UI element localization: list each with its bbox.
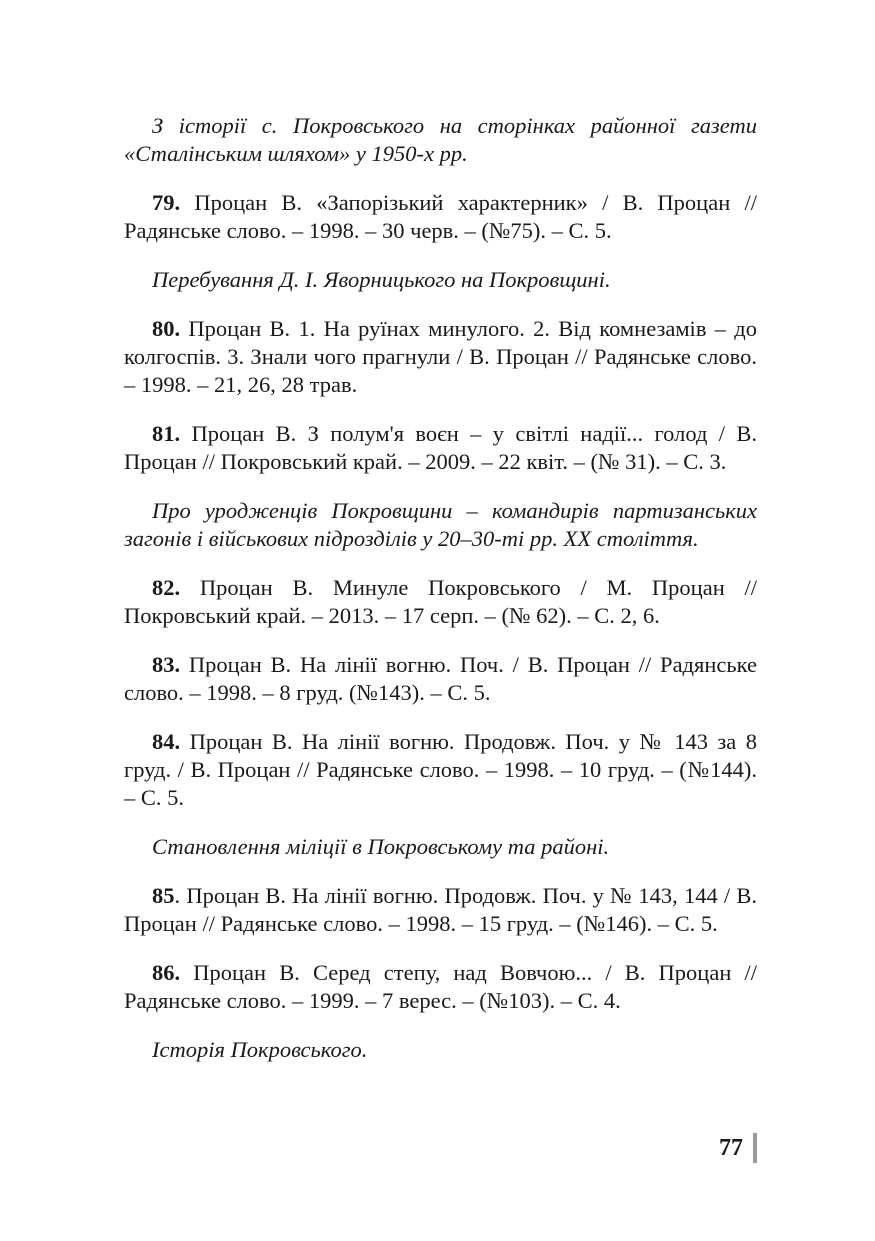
entry-number: 85 — [152, 883, 175, 908]
bibliography-list — [124, 112, 757, 1064]
entry-number: 84. — [152, 729, 181, 754]
page-number: 77 — [719, 1135, 743, 1161]
entry-text: Процан В. Минуле Покровського / М. Процан // Покровський край. – 2013. – 17 серп. – (№ 62). – С. 2, 6. — [124, 575, 757, 628]
annotation-text: Перебування Д. І. Яворницького на Покровщині. — [152, 267, 611, 292]
entry-number: 86. — [152, 960, 181, 985]
entry-text: Процан В. 1. На руїнах минулого. 2. Від комнезамів – до колгоспів. 3. Знали чого прагнули / В. Процан // Радянське слово. – 1998. – 21, 26, 28 трав. — [124, 316, 757, 397]
entry-number: 79. — [152, 190, 181, 215]
annotation-text: Становлення міліції в Покровському та районі. — [152, 834, 610, 859]
bibliography-entry — [124, 420, 757, 476]
entry-text: Процан В. На лінії вогню. Поч. / В. Процан // Радянське слово. – 1998. – 8 груд. (№143). – С. 5. — [124, 652, 757, 705]
entry-number: 81. — [152, 421, 181, 446]
entry-number: 80. — [152, 316, 181, 341]
page-edge-bar — [753, 1133, 757, 1163]
bibliography-entry — [124, 651, 757, 707]
bibliography-entry — [124, 315, 757, 399]
annotation-text: З історії с. Покровського на сторінках районної газети «Сталінським шляхом» у 1950-х рр. — [124, 113, 757, 166]
annotation-text: Про уродженців Покровщини – командирів партизанських загонів і військових підрозділів у 20–30-ті рр. ХХ століття. — [124, 498, 757, 551]
entry-number: 83. — [152, 652, 181, 677]
entry-text: Процан В. На лінії вогню. Продовж. Поч. у № 143 за 8 груд. / В. Процан // Радянське слово. – 1998. – 10 груд. – (№144). – С. 5. — [124, 729, 757, 810]
bibliography-entry — [124, 189, 757, 245]
annotation-text: Історія Покровського. — [152, 1037, 368, 1062]
bibliography-entry — [124, 728, 757, 812]
entry-text: Процан В. Серед степу, над Вовчою... / В. Процан // Радянське слово. – 1999. – 7 верес. – (№103). – С. 4. — [124, 960, 757, 1013]
bibliography-entry — [124, 882, 757, 938]
bibliography-entry — [124, 959, 757, 1015]
entry-number: 82. — [152, 575, 181, 600]
entry-text: Процан В. З полум'я воєн – у світлі надії... голод / В. Процан // Покровський край. – 2009. – 22 квіт. – (№ 31). – С. 3. — [124, 421, 757, 474]
bibliography-entry — [124, 574, 757, 630]
entry-text: . Процан В. На лінії вогню. Продовж. Поч. у № 143, 144 / В. Процан // Радянське слово. – 1998. – 15 груд. – (№146). – С. 5. — [124, 883, 757, 936]
page-footer — [719, 1133, 757, 1163]
entry-text: Процан В. «Запорізький характерник» / В. Процан // Радянське слово. – 1998. – 30 черв. – (№75). – С. 5. — [124, 190, 757, 243]
